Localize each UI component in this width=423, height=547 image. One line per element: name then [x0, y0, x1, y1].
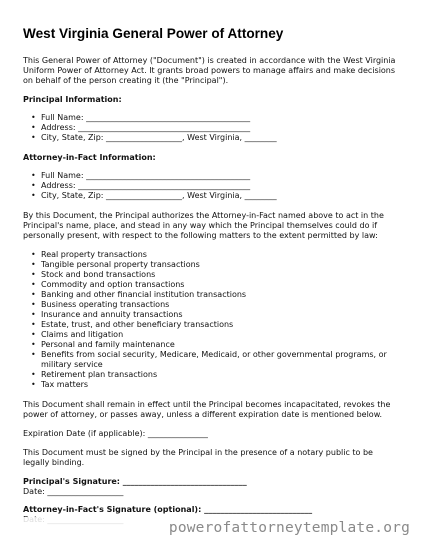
intro-paragraph: This General Power of Attorney ("Document") is created in accordance with the West Virginia Uniform Power of Attorney Act. It grants broad powers to manage affairs and make decisions on behalf of the person creating it (the "Principal"). [23, 56, 396, 85]
power-item: • Tangible personal property transactions [41, 260, 401, 270]
expiration-date-field: Expiration Date (if applicable): _______________ [23, 429, 208, 438]
power-item: • Retirement plan transactions [41, 370, 401, 380]
power-item: • Real property transactions [41, 250, 401, 260]
effect-paragraph: This Document shall remain in effect until the Principal becomes incapacitated, revokes the power of attorney, or passes away, unless a different expiration date is mentioned below. [23, 400, 391, 419]
authorization-paragraph: By this Document, the Principal authorizes the Attorney-in-Fact named above to act in the Principal's name, place, and stead in any way which the Principal themselves could do if personally present, with respect to the following matters to the extent permitted by law: [23, 211, 384, 240]
power-item: • Banking and other financial institution transactions [41, 290, 401, 300]
notary-paragraph: This Document must be signed by the Principal in the presence of a notary public to be legally binding. [23, 448, 373, 467]
powers-list [23, 250, 401, 390]
agent-signature-label: Attorney-in-Fact's Signature (optional): ___________________________ [23, 505, 313, 514]
power-item: • Insurance and annuity transactions [41, 310, 401, 320]
power-item: • Estate, trust, and other beneficiary transactions [41, 320, 401, 330]
agent-fields [23, 171, 401, 201]
agent-city-field: • City, State, Zip: ___________________, West Virginia, ________ [41, 191, 401, 201]
principal-heading: Principal Information: [23, 95, 122, 104]
principal-address-field: • Address: ___________________________________________ [41, 123, 401, 133]
principal-signature-date: Date: ___________________ [23, 487, 124, 496]
agent-heading: Attorney-in-Fact Information: [23, 153, 156, 162]
power-item: • Benefits from social security, Medicare, Medicaid, or other governmental programs, or military service [41, 350, 401, 370]
principal-full-name-field: • Full Name: _________________________________________ [41, 113, 401, 123]
agent-address-field: • Address: ___________________________________________ [41, 181, 401, 191]
power-item: • Personal and family maintenance [41, 340, 401, 350]
agent-full-name-field: • Full Name: _________________________________________ [41, 171, 401, 181]
power-item: • Stock and bond transactions [41, 270, 401, 280]
document-title: West Virginia General Power of Attorney [23, 26, 284, 41]
power-item: • Commodity and option transactions [41, 280, 401, 290]
power-item: • Tax matters [41, 380, 401, 390]
principal-city-field: • City, State, Zip: ___________________, West Virginia, ________ [41, 133, 401, 143]
power-item: • Claims and litigation [41, 330, 401, 340]
site-watermark: powerofattorneytemplate.org [0, 517, 423, 539]
principal-signature-label: Principal's Signature: _______________________________ [23, 477, 247, 486]
principal-fields [23, 113, 401, 143]
power-item: • Business operating transactions [41, 300, 401, 310]
